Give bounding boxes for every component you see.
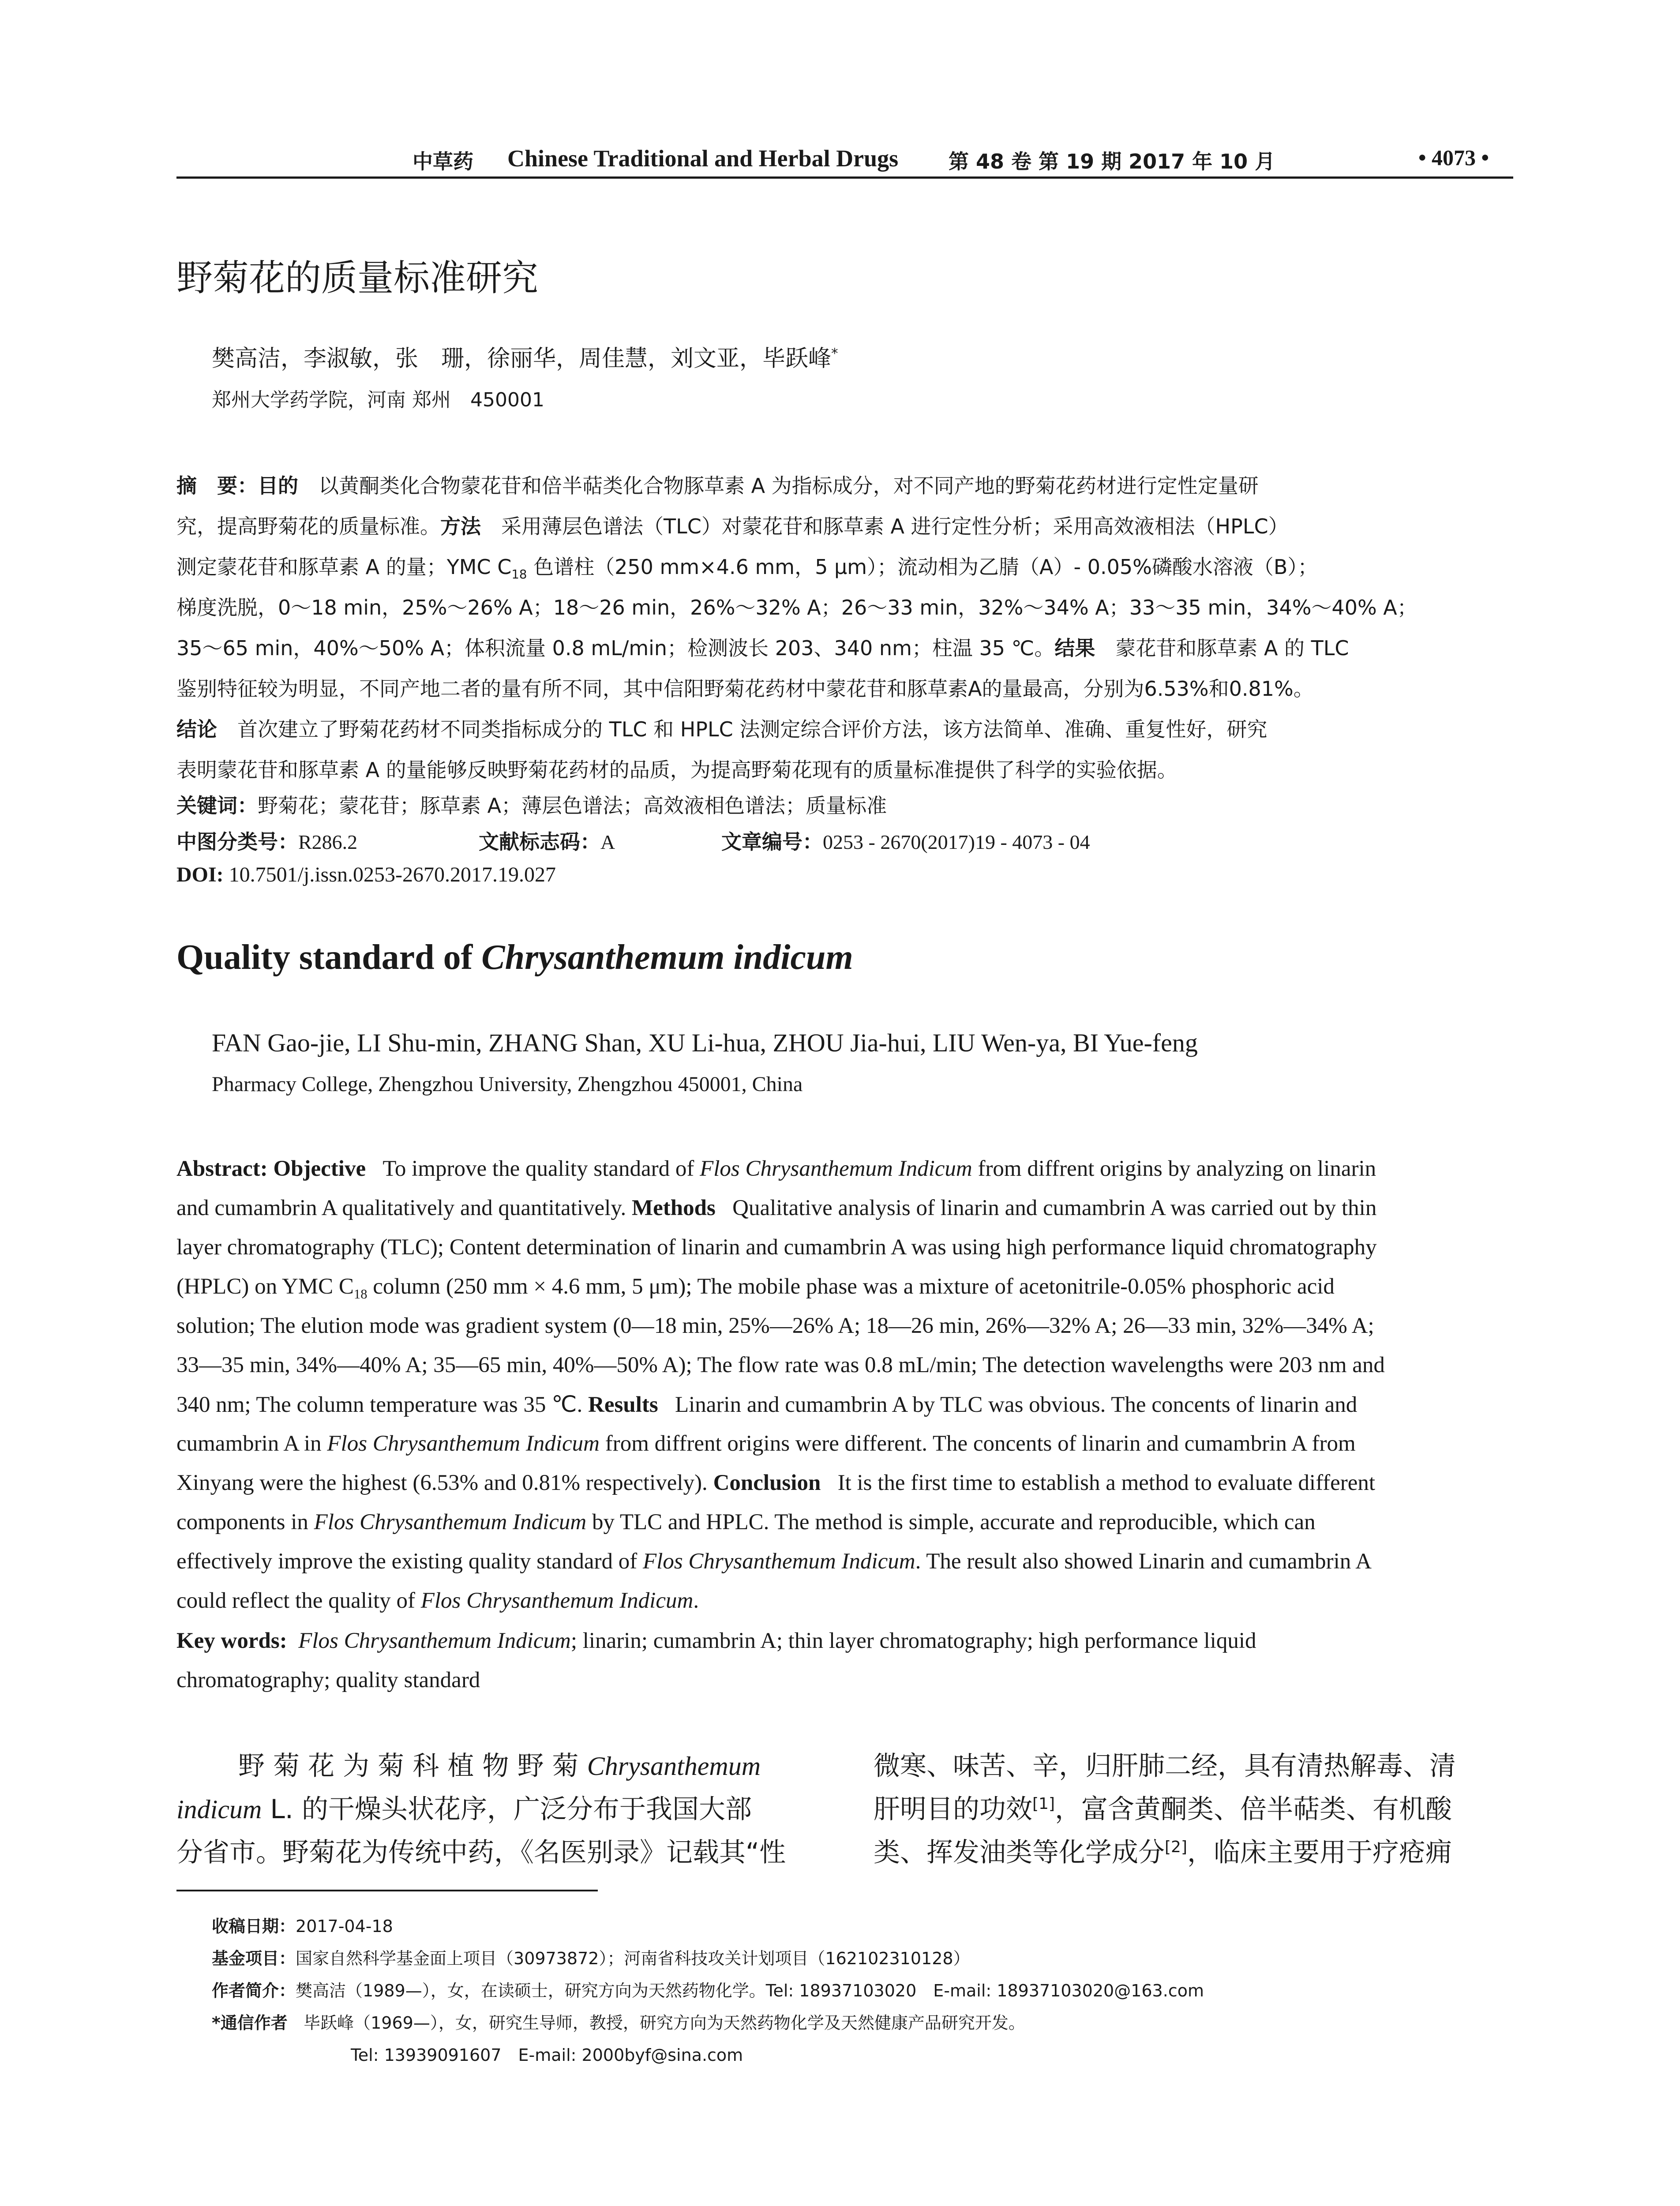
keywords-en: Key words: Flos Chrysanthemum Indicum; linarin; cumambrin A; thin layer chromatography; high performance liquid <box>176 1628 1256 1653</box>
abstract-en-line: solution; The elution mode was gradient system (0—18 min, 25%—26% A; 18—26 min, 26%—32% A; 26—33 min, 32%—34% A; <box>176 1313 1374 1338</box>
abstract-en-line: 33—35 min, 34%—40% A; 35—65 min, 40%—50% A); The flow rate was 0.8 mL/min; The detection wavelengths were 203 nm and <box>176 1353 1385 1377</box>
abstract-cn-line: 梯度洗脱，0～18 min，25%～26% A；18～26 min，26%～32% A；26～33 min，32%～34% A；33～35 min，34%～40% A； <box>176 596 1418 619</box>
abstract-cn-line: 表明蒙花苷和豚草素 A 的量能够反映野菊花药材的品质，为提高野菊花现有的质量标准提供了科学的实验依据。 <box>176 758 1178 782</box>
abstract-en-line: 340 nm; The column temperature was 35 ℃. Results Linarin and cumambrin A by TLC was obvious. The concents of linarin and <box>176 1392 1358 1417</box>
page-number: • 4073 • <box>1418 145 1489 170</box>
abstract-en-line: effectively improve the existing quality standard of Flos Chrysanthemum Indicum. The result also showed Linarin and cumambrin A <box>176 1549 1372 1574</box>
citation-link[interactable]: [1] <box>1032 1795 1055 1813</box>
abstract-en-line: cumambrin A in Flos Chrysanthemum Indicum from diffrent origins were different. The concents of linarin and cumambrin A from <box>176 1431 1356 1456</box>
body-line: 微寒、味苦、辛，归肝肺二经，具有清热解毒、清 <box>874 1751 1456 1782</box>
authors-en: FAN Gao-jie, LI Shu-min, ZHANG Shan, XU Li-hua, ZHOU Jia-hui, LIU Wen-ya, BI Yue-feng <box>212 1028 1198 1057</box>
keywords-en-cont: chromatography; quality standard <box>176 1668 480 1692</box>
footnote-rule <box>176 1890 598 1891</box>
citation-link[interactable]: [2] <box>1165 1838 1187 1856</box>
doi: DOI: 10.7501/j.issn.0253-2670.2017.19.027 <box>176 863 556 886</box>
abstract-en-line: Xinyang were the highest (6.53% and 0.81% respectively). Conclusion It is the first time to establish a method to evaluate different <box>176 1471 1376 1495</box>
body-line: 肝明目的功效[1]，富含黄酮类、倍半萜类、有机酸 <box>874 1794 1452 1825</box>
affiliation-cn: 郑州大学药学院，河南 郑州 450001 <box>212 389 544 411</box>
authors-cn: 樊高洁，李淑敏，张 珊，徐丽华，周佳慧，刘文亚，毕跃峰* <box>212 345 838 372</box>
footnote-fund: 基金项目：国家自然科学基金面上项目（30973872）；河南省科技攻关计划项目（162102310128） <box>212 1949 970 1968</box>
abstract-cn-line: 鉴别特征较为明显，不同产地二者的量有所不同，其中信阳野菊花药材中蒙花苷和豚草素A的量最高，分别为6.53%和0.81%。 <box>176 677 1314 701</box>
document-code: 文献标志码：A <box>479 830 615 854</box>
footnote-correspondence: *通信作者 毕跃峰（1969—），女，研究生导师，教授，研究方向为天然药物化学及天然健康产品研究开发。 <box>212 2013 1025 2033</box>
abstract-cn-line: 摘 要：目的 以黄酮类化合物蒙花苷和倍半萜类化合物豚草素 A 为指标成分，对不同产地的野菊花药材进行定性定量研 <box>176 474 1259 498</box>
journal-name-en: Chinese Traditional and Herbal Drugs <box>507 145 899 172</box>
body-line: 野 菊 花 为 菊 科 植 物 野 菊 Chrysanthemum <box>238 1751 761 1782</box>
title-cn: 野菊花的质量标准研究 <box>176 257 539 299</box>
affiliation-en: Pharmacy College, Zhengzhou University, Zhengzhou 450001, China <box>212 1073 803 1096</box>
body-line: indicum L. 的干燥头状花序，广泛分布于我国大部 <box>176 1794 752 1825</box>
footnote-contact: Tel: 13939091607 E-mail: 2000byf@sina.com <box>351 2045 743 2065</box>
classification-cn: 中图分类号：R286.2 <box>176 830 358 854</box>
abstract-en-line: components in Flos Chrysanthemum Indicum by TLC and HPLC. The method is simple, accurate and reproducible, which can <box>176 1510 1316 1534</box>
abstract-en-line: could reflect the quality of Flos Chrysanthemum Indicum. <box>176 1588 699 1613</box>
abstract-cn-line: 35～65 min，40%～50% A；体积流量 0.8 mL/min；检测波长 203、340 nm；柱温 35 ℃。结果 蒙花苷和豚草素 A 的 TLC <box>176 636 1349 660</box>
footnote-received: 收稿日期：2017-04-18 <box>212 1917 393 1936</box>
title-en: Quality standard of Chrysanthemum indicum <box>176 938 853 977</box>
journal-name-cn: 中草药 <box>412 150 473 173</box>
header-rule <box>176 176 1513 179</box>
body-line: 类、挥发油类等化学成分[2]，临床主要用于疗疮痈 <box>874 1837 1452 1868</box>
abstract-cn-line: 测定蒙花苷和豚草素 A 的量；YMC $C_{18}$ 色谱柱（250 mm×4.6 mm，5 μm）；流动相为乙腈（A）- 0.05%磷酸水溶液（B）； <box>176 555 1318 582</box>
abstract-en-line: and cumambrin A qualitatively and quantitatively. Methods Qualitative analysis of linarin and cumambrin A was carried out by thin <box>176 1196 1377 1220</box>
abstract-cn-line: 究，提高野菊花的质量标准。方法 采用薄层色谱法（TLC）对蒙花苷和豚草素 A 进行定性分析；采用高效液相法（HPLC） <box>176 514 1289 538</box>
abstract-en-line: layer chromatography (TLC); Content determination of linarin and cumambrin A was using high performance liquid chromatography <box>176 1235 1377 1260</box>
article-number: 文章编号：0253 - 2670(2017)19 - 4073 - 04 <box>721 830 1090 854</box>
keywords-cn: 关键词：野菊花；蒙花苷；豚草素 A；薄层色谱法；高效液相色谱法；质量标准 <box>176 794 887 818</box>
abstract-en-line: (HPLC) on YMC $C_{18}$ column (250 mm × 4.6 mm, 5 μm); The mobile phase was a mixture of acetonitrile-0.05% phosphoric acid <box>176 1274 1335 1302</box>
footnote-author: 作者简介：樊高洁（1989—），女，在读硕士，研究方向为天然药物化学。Tel: 18937103020 E-mail: 18937103020@163.com <box>212 1981 1204 2000</box>
abstract-en-line: Abstract: Objective To improve the quality standard of Flos Chrysanthemum Indicum from diffrent origins by analyzing on linarin <box>176 1156 1376 1181</box>
body-line: 分省市。野菊花为传统中药，《名医别录》记载其“性 <box>176 1837 786 1868</box>
issue-info: 第 48 卷 第 19 期 2017 年 10 月 <box>949 150 1275 173</box>
abstract-cn-line: 结论 首次建立了野菊花药材不同类指标成分的 TLC 和 HPLC 法测定综合评价方法，该方法简单、准确、重复性好，研究 <box>176 717 1268 741</box>
